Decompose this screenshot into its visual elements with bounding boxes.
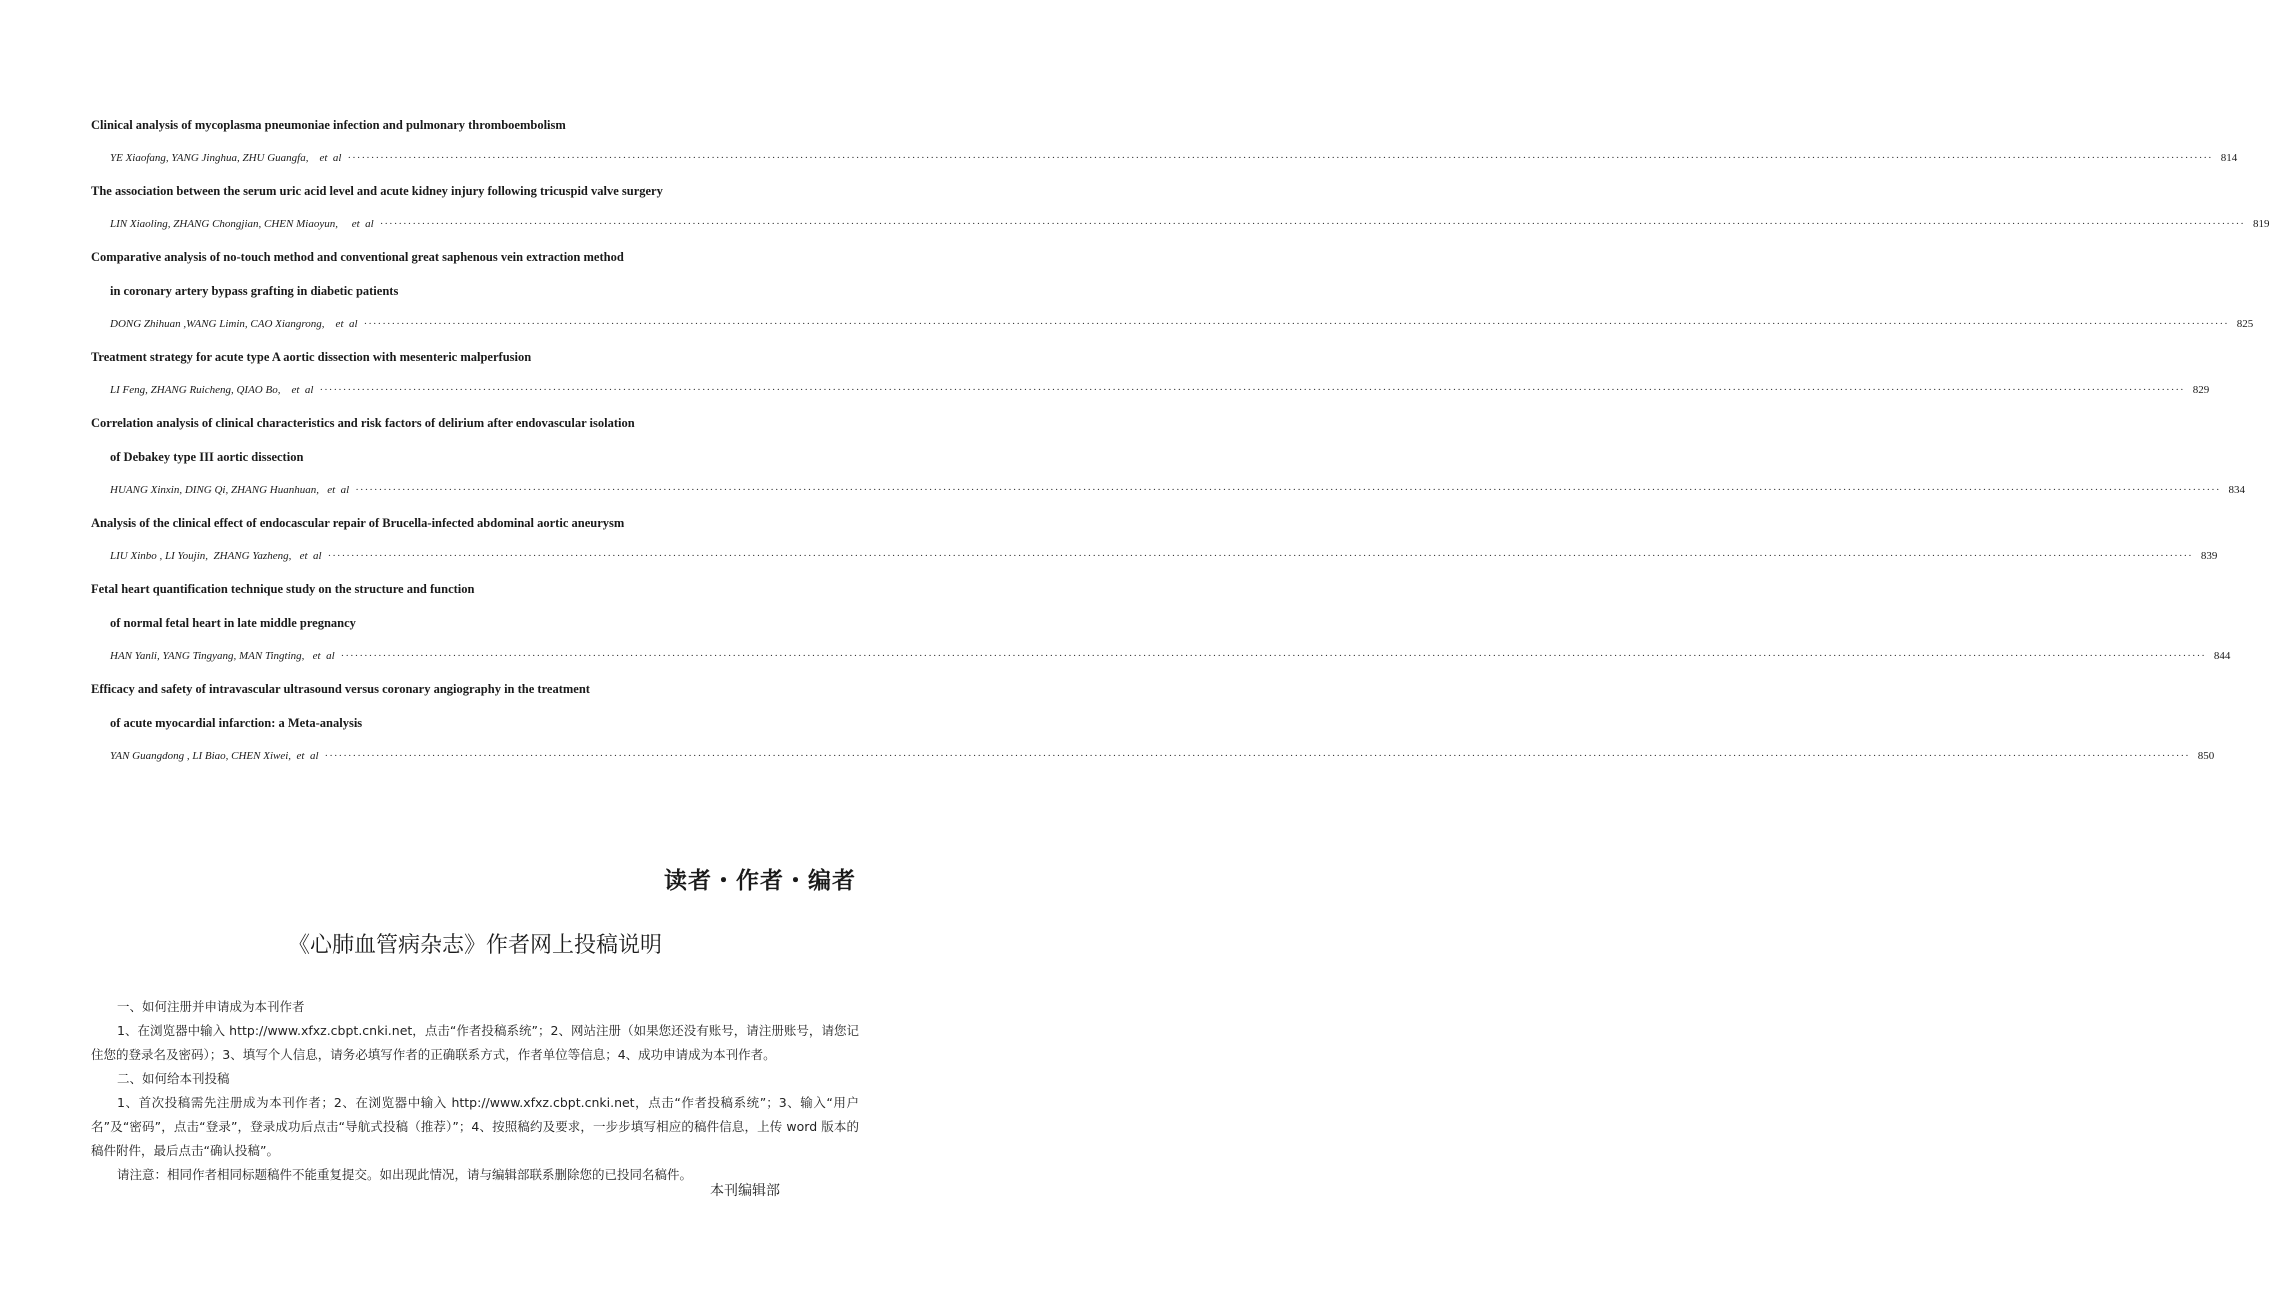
notice-body [91,995,859,1187]
article-authors: DONG Zhihuan ,WANG Limin, CAO Xiangrong, et al [110,318,358,330]
article-authors: YE Xiaofang, YANG Jinghua, ZHU Guangfa, et al [110,152,342,164]
notice-paragraph: 一、如何注册并申请成为本刊作者 [117,999,305,1014]
leader-dots: ················································································································································································································································································································································································································ [340,650,2206,662]
page-number: 814 [2220,152,2238,164]
toc-entry [91,108,2238,174]
article-title: Fetal heart quantification technique study on the structure and function [91,582,475,596]
section-header: 读者・作者・编者 [664,868,856,894]
leader-dots: ················································································································································································································································································································································································································ [347,152,2213,164]
page-number: 839 [2200,550,2218,562]
author-line [91,142,2238,174]
notice-paragraph: 1、在浏览器中输入 http://www.xfxz.cbpt.cnki.net，点击“作者投稿系统”；2、网站注册（如果您还没有账号，请注册账号，请您记住您的登录名及密码）；3、填写个人信息，请务必填写作者的正确联系方式，作者单位等信息；4、成功申请成为本刊作者。 [91,1023,859,1062]
notice-paragraph: 二、如何给本刊投稿 [117,1071,230,1086]
article-title: The association between the serum uric acid level and acute kidney injury following tricuspid valve surgery [91,184,663,198]
toc-entry [91,174,2269,240]
toc-entry [91,406,2245,506]
article-title: Correlation analysis of clinical characteristics and risk factors of delirium after endovascular isolation [91,416,635,430]
article-title: in coronary artery bypass grafting in diabetic patients [110,284,399,298]
article-title: of acute myocardial infarction: a Meta-analysis [110,716,363,730]
page-number: 825 [2236,318,2254,330]
page-number: 850 [2197,750,2215,762]
article-title: Comparative analysis of no-touch method and conventional great saphenous vein extraction method [91,250,624,264]
article-title: Efficacy and safety of intravascular ultrasound versus coronary angiography in the treatment [91,682,590,696]
author-line [91,208,2269,240]
signature: 本刊编辑部 [710,1183,780,1199]
page-number: 819 [2252,218,2269,230]
page-number: 844 [2213,650,2231,662]
toc-entry [91,672,2215,772]
article-authors: LI Feng, ZHANG Ruicheng, QIAO Bo, et al [110,384,314,396]
page-number: 834 [2228,484,2245,496]
article-authors: HUANG Xinxin, DING Qi, ZHANG Huanhuan, et al [110,484,350,496]
toc-entry [91,240,2254,340]
article-title: of Debakey type III aortic dissection [110,450,304,464]
notice-paragraph: 请注意：相同作者相同标题稿件不能重复提交。如出现此情况，请与编辑部联系删除您的已投同名稿件。 [117,1167,693,1182]
toc-entry [91,340,2210,406]
article-title: Treatment strategy for acute type A aortic dissection with mesenteric malperfusion [91,350,532,364]
toc-entry [91,506,2218,572]
author-line [91,474,2245,506]
article-authors: LIN Xiaoling, ZHANG Chongjian, CHEN Miaoyun, et al [110,218,374,230]
leader-dots: ················································································································································································································································································································································································································ [324,750,2190,762]
toc-entry [91,572,2231,672]
leader-dots: ················································································································································································································································································································································································································ [327,550,2193,562]
table-of-contents [91,108,2269,772]
notice-title: 《心肺血管病杂志》作者网上投稿说明 [287,933,662,958]
author-line [91,374,2210,406]
author-line [91,308,2254,340]
leader-dots: ················································································································································································································································································································································································································ [319,384,2185,396]
article-authors: HAN Yanli, YANG Tingyang, MAN Tingting, et al [110,650,335,662]
author-line [91,540,2218,572]
leader-dots: ················································································································································································································································································································································································································ [355,484,2221,496]
page-number: 829 [2192,384,2210,396]
author-line [91,740,2215,772]
author-line [91,640,2231,672]
article-title: Clinical analysis of mycoplasma pneumoniae infection and pulmonary thromboembolism [91,118,566,132]
article-title: Analysis of the clinical effect of endocascular repair of Brucella-infected abdominal aortic aneurysm [91,516,625,530]
leader-dots: ················································································································································································································································································································································································································ [379,218,2245,230]
leader-dots: ················································································································································································································································································································································································································ [363,318,2229,330]
article-title: of normal fetal heart in late middle pregnancy [110,616,356,630]
article-authors: YAN Guangdong , LI Biao, CHEN Xiwei, et al [110,750,319,762]
notice-paragraph: 1、首次投稿需先注册成为本刊作者；2、在浏览器中输入 http://www.xfxz.cbpt.cnki.net，点击“作者投稿系统”；3、输入“用户名”及“密码”，点击“登录”，登录成功后点击“导航式投稿（推荐）”；4、按照稿约及要求，一步步填写相应的稿件信息，上传 word 版本的稿件附件，最后点击“确认投稿”。 [91,1095,859,1158]
article-authors: LIU Xinbo , LI Youjin, ZHANG Yazheng, et al [110,550,322,562]
